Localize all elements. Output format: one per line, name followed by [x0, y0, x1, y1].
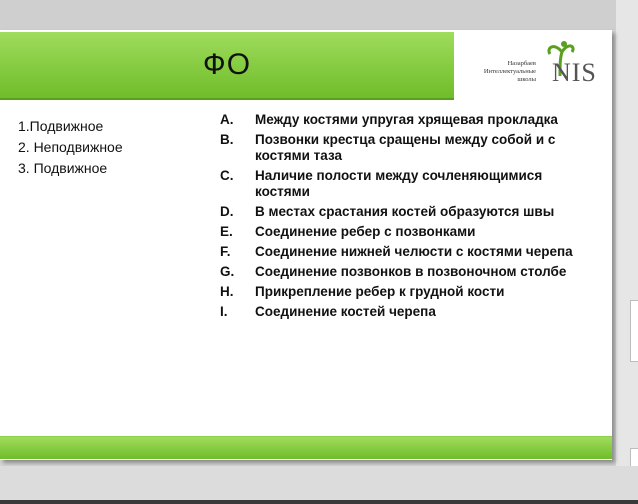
item-letter: F. [220, 244, 231, 259]
nis-logo [456, 32, 612, 98]
item-letter: A. [220, 112, 234, 127]
item-letter: D. [220, 204, 234, 219]
header-band [0, 32, 454, 100]
right-item-f [220, 244, 600, 260]
pane-scroll-arrow[interactable] [630, 448, 638, 468]
right-item-c [220, 168, 600, 200]
item-text: Соединение костей черепа [255, 304, 436, 319]
logo-caption [462, 60, 536, 84]
right-item-d [220, 204, 600, 220]
editor-top-strip [0, 0, 638, 30]
item-letter: I. [220, 304, 228, 319]
right-item-g [220, 264, 600, 280]
right-item-h [220, 284, 600, 300]
slide-canvas [0, 30, 612, 460]
left-item-2: 2. Неподвижное [18, 139, 123, 155]
right-list [220, 112, 600, 324]
item-text: Соединение позвонков в позвоночном столбе [255, 264, 567, 279]
item-text: Соединение ребер с позвонками [255, 224, 476, 239]
editor-right-pane [616, 0, 638, 504]
logo-caption-line3: школы [517, 76, 536, 83]
right-item-e [220, 224, 600, 240]
editor-bottom-strip [0, 466, 638, 504]
right-item-i [220, 304, 600, 320]
item-text: Прикрепление ребер к грудной кости [255, 284, 505, 299]
item-letter: H. [220, 284, 234, 299]
logo-brand: NIS [552, 58, 597, 87]
right-item-b [220, 132, 600, 164]
item-text: Соединение нижней челюсти с костями черепа [255, 244, 573, 259]
logo-caption-line1: Назарбаев [507, 60, 536, 67]
item-letter: B. [220, 132, 234, 147]
status-bar-line [0, 500, 638, 504]
left-item-1: 1.Подвижное [18, 118, 104, 134]
item-letter: C. [220, 168, 234, 183]
left-list [18, 116, 198, 179]
footer-band [0, 436, 612, 459]
item-text: Между костями упругая хрящевая прокладка [255, 112, 558, 127]
item-text: В местах срастания костей образуются швы [255, 204, 555, 219]
pane-scroll-handle[interactable] [630, 300, 638, 362]
item-text: Позвонки крестца сращены между собой и с костями таза [255, 132, 556, 163]
right-item-a [220, 112, 600, 128]
left-item-3: 3. Подвижное [18, 160, 108, 176]
item-letter: G. [220, 264, 235, 279]
item-letter: E. [220, 224, 233, 239]
logo-caption-line2: Интеллектуальные [483, 68, 536, 75]
slide-title: ФО [202, 48, 252, 81]
item-text: Наличие полости между сочленяющимися костями [255, 168, 543, 199]
